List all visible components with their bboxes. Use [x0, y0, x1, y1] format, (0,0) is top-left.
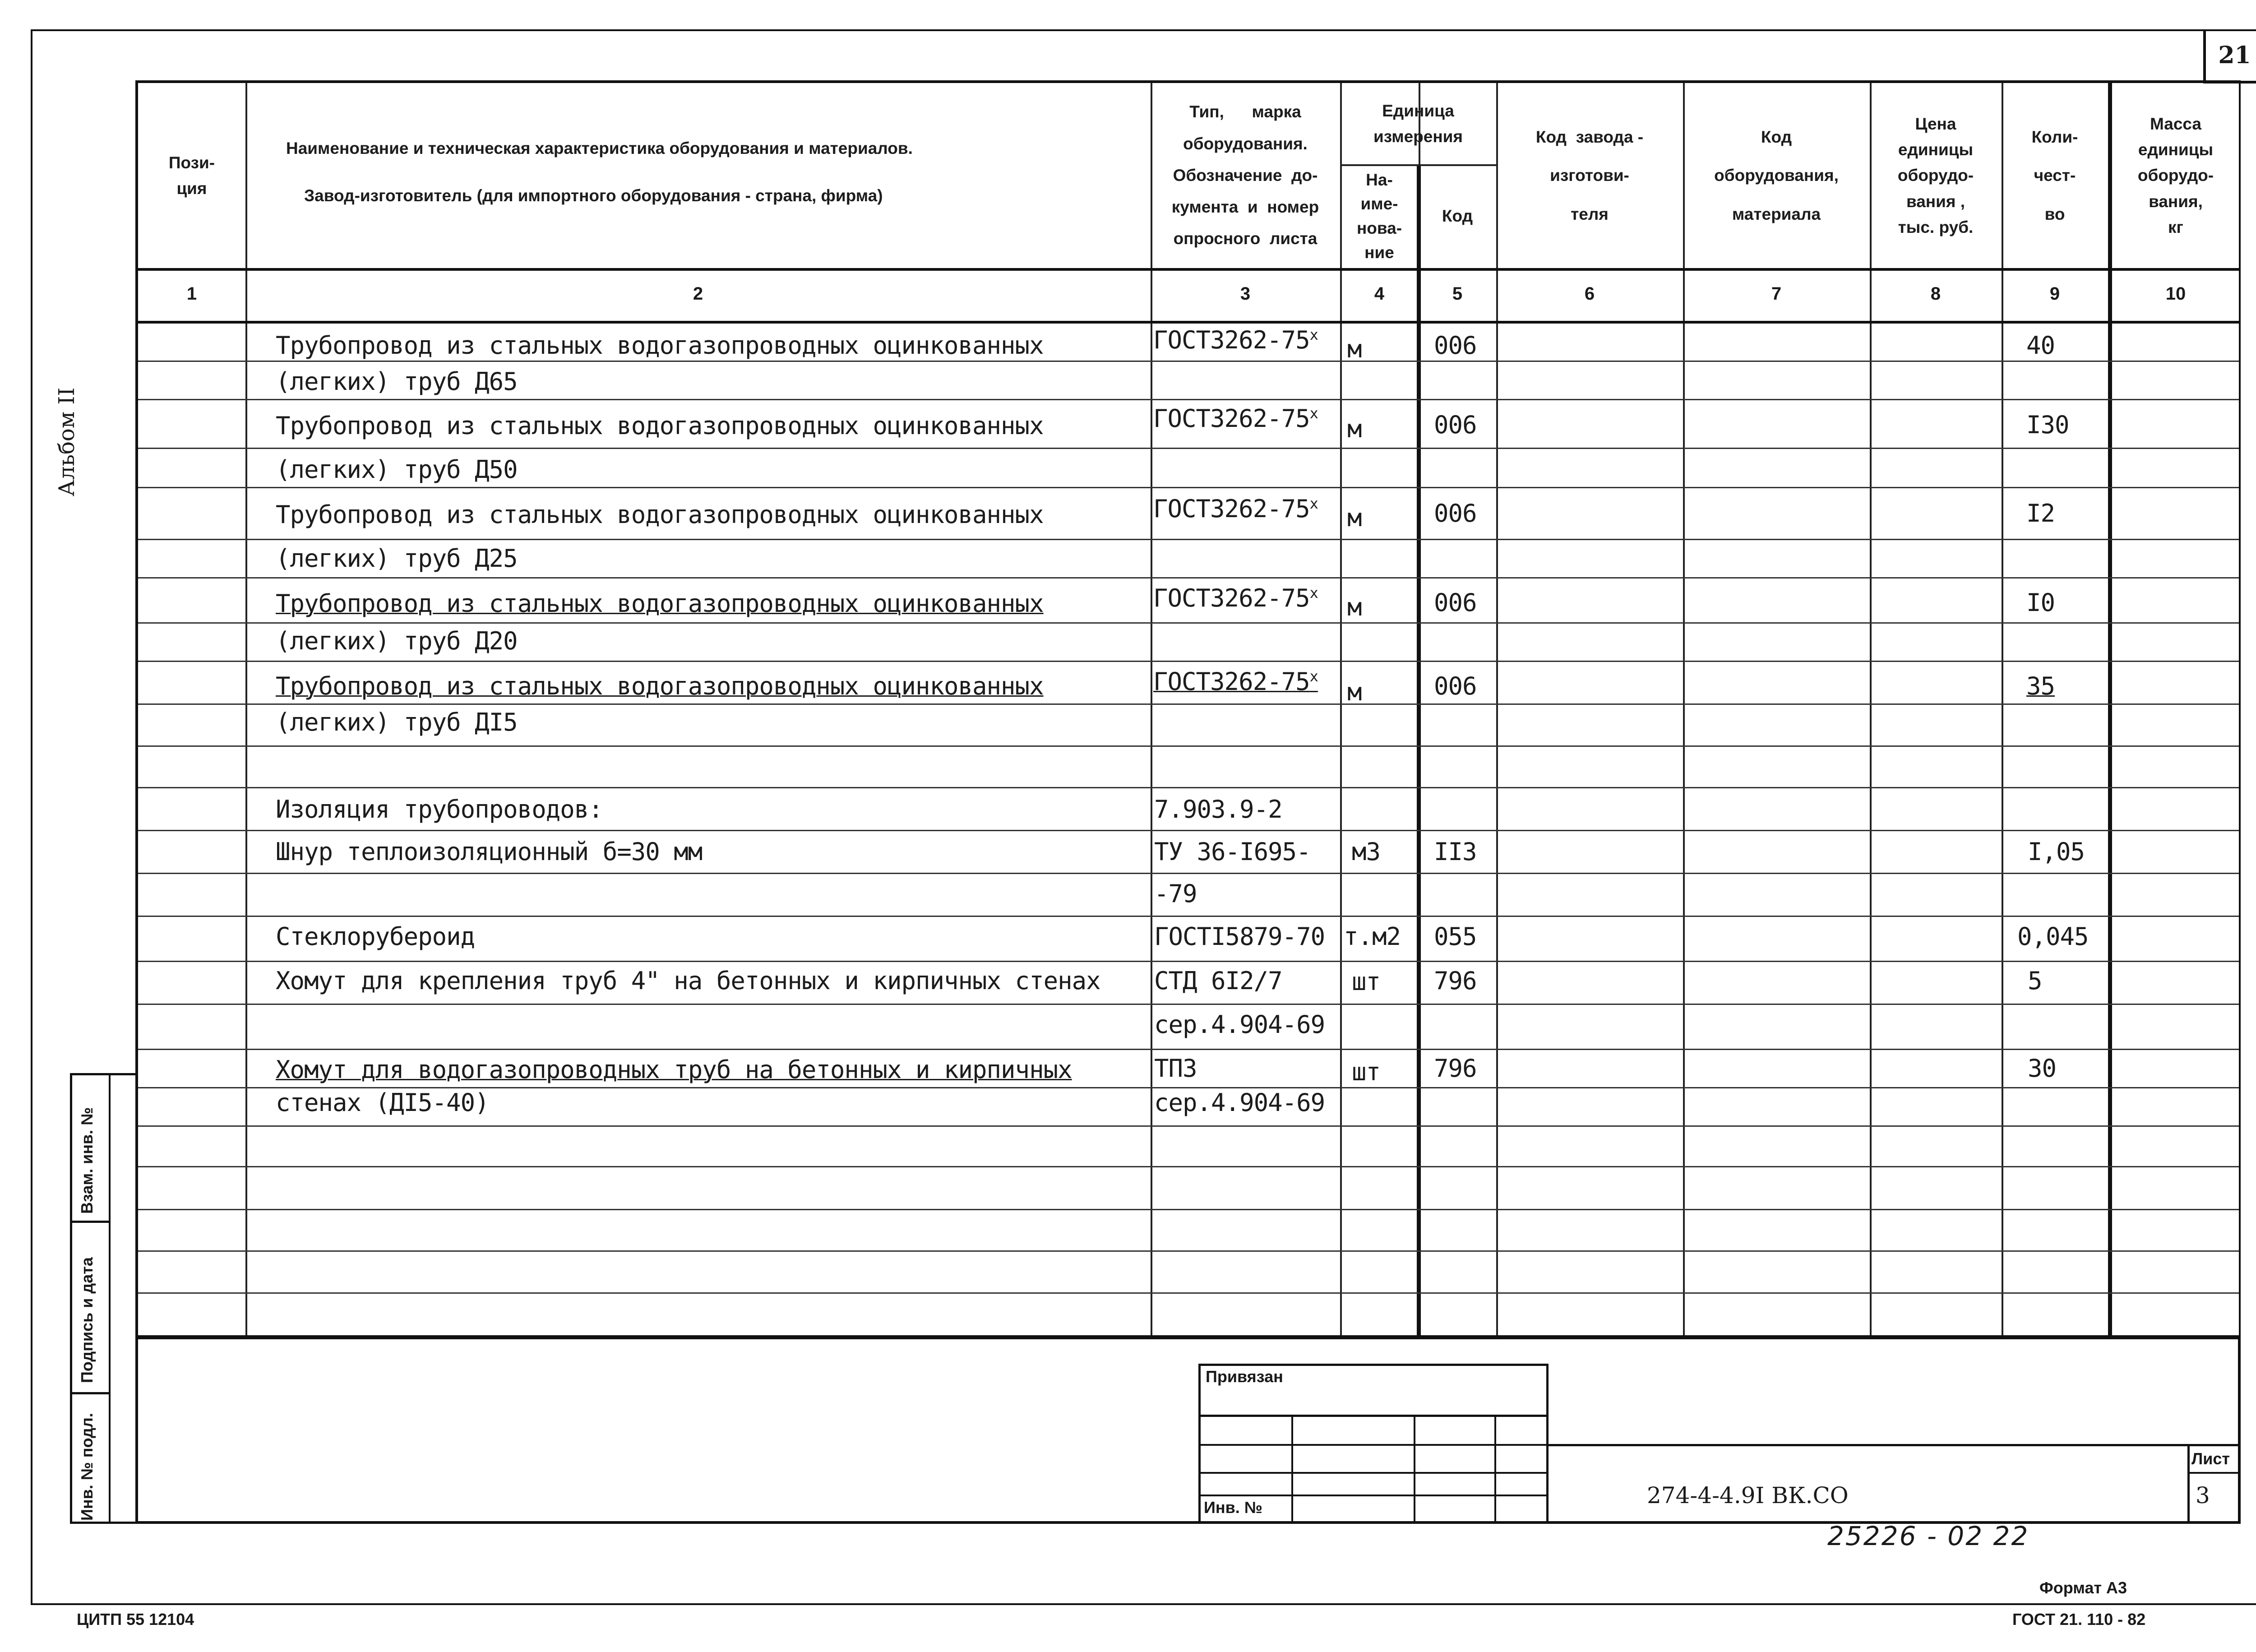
- stamp-podpis-data: Подпись и дата: [78, 1257, 96, 1383]
- item-unit: шт: [1352, 967, 1381, 996]
- col-divider: [1340, 83, 1342, 1337]
- sheet-label: Лист: [2191, 1449, 2230, 1468]
- item-doc: ГОСТ3262-75$^x$: [1153, 404, 1318, 433]
- format-label: Формат А3: [2039, 1578, 2127, 1597]
- item-name: Трубопровод из стальных водогазопроводных оцинкованных: [276, 672, 1044, 700]
- col-divider: [245, 83, 247, 1337]
- item-doc: ГОСТ3262-75$^x$: [1153, 584, 1318, 612]
- column-number: 8: [1930, 284, 1941, 304]
- specification-table: [135, 80, 2241, 1339]
- footer-left-code: ЦИТП 55 12104: [77, 1610, 194, 1629]
- col-divider: [1496, 83, 1498, 1337]
- stamp-divider: [70, 1221, 111, 1223]
- item-unit-code: 055: [1434, 922, 1477, 951]
- item-unit-code: 006: [1434, 499, 1477, 528]
- privyazan-label: Привязан: [1206, 1367, 1283, 1386]
- item-quantity: 5: [2028, 967, 2042, 995]
- column-number: 5: [1452, 284, 1463, 304]
- page-number: 21: [2203, 29, 2256, 83]
- item-name: (легких) труб Д25: [276, 544, 518, 573]
- item-doc-continued: сер.4.904-69: [1154, 1010, 1325, 1039]
- item-name: (легких) труб Д65: [276, 367, 518, 396]
- item-name: Хомут для водогазопроводных труб на бетонных и кирпичных: [276, 1055, 1072, 1084]
- col-divider: [2002, 83, 2003, 1337]
- item-name: Трубопровод из стальных водогазопроводных оцинкованных: [276, 500, 1044, 529]
- album-label: Альбом II: [54, 387, 79, 496]
- header-bottom-line: [138, 268, 2239, 271]
- item-doc: ТУ 36-I695-: [1154, 838, 1311, 866]
- header-name-line2: Завод-изготовитель (для импортного оборудования - страна, фирма): [304, 186, 883, 205]
- header-price: Цена единицы оборудо- вания , тыс. руб.: [1897, 114, 1974, 237]
- stamp-divider: [70, 1392, 111, 1394]
- item-unit: м3: [1352, 838, 1381, 866]
- item-name: Шнур теплоизоляционный б=30 мм: [276, 838, 703, 866]
- column-number: 3: [1240, 284, 1251, 304]
- item-unit: м: [1347, 335, 1362, 363]
- item-unit-code: 006: [1434, 331, 1477, 360]
- item-quantity: I30: [2026, 411, 2069, 439]
- item-name: Трубопровод из стальных водогазопроводных оцинкованных: [276, 589, 1044, 618]
- stamp-inv-podl: Инв. № подл.: [78, 1413, 96, 1521]
- item-unit-code: 796: [1434, 967, 1477, 995]
- colnum-bottom-line: [138, 321, 2239, 324]
- table-bottom-boundary: [138, 1335, 2239, 1338]
- item-unit-code: 006: [1434, 672, 1477, 700]
- item-name: (легких) труб Д20: [276, 627, 518, 655]
- column-number: 7: [1771, 284, 1782, 304]
- header-type-doc: Тип, марка оборудования. Обозначение до- кумента и номер опросного листа: [1171, 102, 1319, 248]
- item-quantity: 35: [2026, 672, 2055, 700]
- item-unit-code: 006: [1434, 411, 1477, 439]
- column-number: 1: [186, 284, 197, 304]
- item-doc: СТД 6I2/7: [1154, 967, 1282, 995]
- header-quantity: Коли- чест- во: [2031, 128, 2078, 223]
- item-quantity: 30: [2028, 1054, 2057, 1083]
- document-code: 274-4-4.9I ВК.СО: [1647, 1482, 1849, 1509]
- header-unit-group: Единица измерения: [1373, 101, 1463, 146]
- item-unit: м: [1347, 415, 1362, 443]
- sheet-value: 3: [2196, 1482, 2210, 1509]
- header-factory-code: Код завода - изготови- теля: [1535, 128, 1644, 223]
- item-name: Стеклорубероид: [276, 922, 475, 951]
- column-number: 2: [693, 284, 703, 304]
- column-number: 4: [1374, 284, 1385, 304]
- col-divider: [1417, 164, 1421, 1337]
- item-doc: ТПЗ: [1154, 1054, 1197, 1083]
- item-name: Хомут для крепления труб 4" на бетонных и кирпичных стенах: [276, 967, 1100, 995]
- item-name: стенах (ДI5-40): [276, 1088, 489, 1117]
- item-doc: ГОСТ3262-75$^x$: [1153, 667, 1318, 696]
- item-unit: шт: [1352, 1058, 1381, 1086]
- footer-gost: ГОСТ 21. 110 - 82: [2012, 1610, 2146, 1629]
- section-heading: Изоляция трубопроводов:: [276, 795, 603, 824]
- item-quantity: I,05: [2028, 838, 2085, 866]
- header-unit-code: Код: [1442, 207, 1473, 226]
- col-divider: [1683, 83, 1685, 1337]
- item-unit-code: 796: [1434, 1054, 1477, 1083]
- column-number: 9: [2049, 284, 2060, 304]
- header-name-line1: Наименование и техническая характеристика оборудования и материалов.: [286, 139, 913, 158]
- stamp-divider: [109, 1073, 111, 1524]
- inv-no-label: Инв. №: [1204, 1498, 1262, 1517]
- col-divider: [2108, 83, 2112, 1337]
- header-equipment-code: Код оборудования, материала: [1714, 128, 1839, 223]
- item-quantity: I2: [2026, 499, 2055, 528]
- header-position: Пози- ция: [168, 153, 215, 198]
- item-unit-code: II3: [1434, 838, 1477, 866]
- item-unit-code: 006: [1434, 588, 1477, 617]
- item-name: Трубопровод из стальных водогазопроводных оцинкованных: [276, 331, 1044, 360]
- col-divider: [1870, 83, 1872, 1337]
- item-doc: сер.4.904-69: [1154, 1088, 1325, 1117]
- column-number: 6: [1584, 284, 1595, 304]
- item-quantity: I0: [2026, 588, 2055, 617]
- item-doc: ГОСТ3262-75$^x$: [1153, 326, 1318, 354]
- item-quantity: 0,045: [2017, 922, 2089, 951]
- item-name: (легких) труб ДI5: [276, 708, 518, 736]
- item-doc: ГОСТ3262-75$^x$: [1153, 495, 1318, 523]
- item-unit: м: [1347, 678, 1362, 706]
- item-doc: ГОСТI5879-70: [1154, 922, 1325, 951]
- column-number: 10: [2165, 284, 2186, 304]
- item-name: (легких) труб Д50: [276, 455, 518, 484]
- item-doc-continued: -79: [1154, 879, 1197, 908]
- header-unit-name: На- име- нова- ние: [1356, 170, 1402, 262]
- stamp-vzam-inv: Взам. инв. №: [78, 1107, 96, 1214]
- item-quantity: 40: [2026, 331, 2055, 360]
- header-mass: Масса единицы оборудо- вания, кг: [2137, 114, 2214, 237]
- col-divider: [1151, 83, 1152, 1337]
- item-name: Трубопровод из стальных водогазопроводных оцинкованных: [276, 412, 1044, 440]
- item-unit: м: [1347, 593, 1362, 621]
- item-doc: 7.903.9-2: [1154, 795, 1282, 824]
- item-unit: т.м2: [1344, 922, 1401, 951]
- item-unit: м: [1347, 504, 1362, 532]
- handwritten-number: 25226 - 02 22: [1827, 1521, 2029, 1551]
